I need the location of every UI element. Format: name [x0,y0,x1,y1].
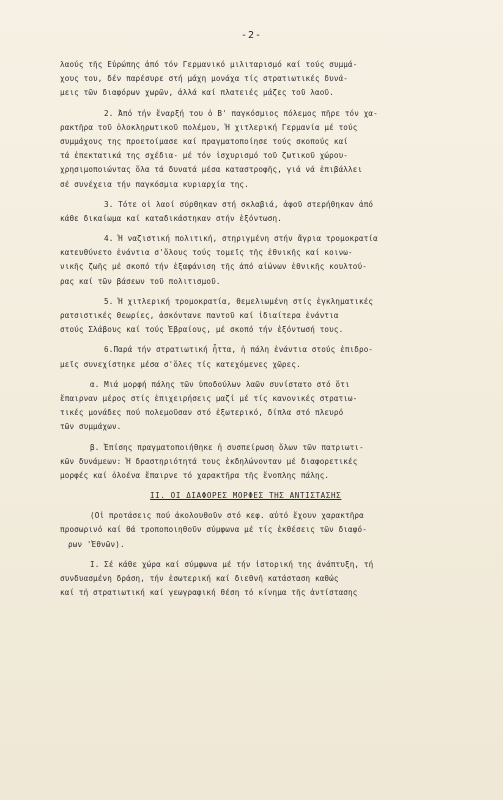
text-line: μεῖς συνεχίστηκε μέσα σ'ὅλες τίς κατεχόμενες χῶρες. [60,359,301,369]
text-line: κατευθύνετο ἐνάντια σ'ὅλους τούς τομεῖς τῆς ἐθνικῆς καί κοινω- [60,248,353,258]
text-line: συνδυασμένη δράση, τήν ἐσωτερική καί διεθνῆ κατάσταση καθώς [60,574,339,583]
document-body [60,58,470,600]
text-line: ρων 'Ἐθνῶν). [68,539,125,549]
text-line: 4. Ἡ ναζιστική πολιτική, στηριγμένη στήν ἄγρια τρομοκρατία [104,234,378,244]
text-line: κάθε δικαίωμα καί καταδικάστηκαν στήν ἐξόντωση. [60,213,282,223]
text-line: 3. Τότε οἱ λαοί σύρθηκαν στή σκλαβιά, ἀφοῦ στερήθηκαν ἀπό [104,199,374,209]
text-line: χους του, δέν παρέσυρε στή μάχη μονάχα τίς στρατιωτικές δυνά- [60,74,349,84]
text-line: α. Μιά μορφή πάλης τῶν ὑποδούλων λαῶν συνίστατο στό ὅτι [90,379,350,389]
text-line: χρησιμοποιώντας ὅλα τά δυνατά μέσα καταστροφῆς, γιά νά ἐπιβάλλει [60,165,363,175]
text-line: I. Σέ κάθε χώρα καί σύμφωνα μέ τήν ἱστορική της ἀνάπτυξη, τή [90,559,374,569]
text-line: ρακτῆρα τοῦ ὁλοκληρωτικοῦ πολέμου, Ἡ χιτλερική Γερμανία μέ τούς [60,122,358,132]
text-line: προσωρινό καί θά τροποποιηθοῦν σύμφωνα μέ τίς ἐκθέσεις τῶν διαφό- [60,525,367,535]
text-line: ρατσιστικές θεωρίες, ἀσκόντανε παντοῦ καί ἰδιαίτερα ἐνάντια [60,311,339,320]
text-line: λαούς τῆς Εὐρώπης ἀπό τόν Γερμανικό μιλιταρισμό καί τούς συμμά- [60,60,358,69]
text-line: συμμάχους της προετοίμασε καί πραγματοποίησε τούς σκοπούς καί [60,136,349,146]
text-line: κῶν δυνάμεων: Ἡ δραστηριότητά τους ἐκδηλώνονταν μέ διαφορετικές [60,456,358,466]
text-line: τῶν συμμάχων. [60,422,122,432]
text-line: ἔπαιρναν μέρος στίς ἐπιχειρήσεις μαζί μέ τίς κανονικές στρατιω- [60,393,358,403]
text-line: β. Ἐπίσης πραγματοποιήθηκε ἡ συσπείρωση ὅλων τῶν πατριωτι- [90,442,364,452]
text-line: 2. Ἀπό τήν ἔναρξή του ὁ Β' παγκόσμιος πόλεμος πῆρε τόν χα- [104,108,378,118]
text-line: καί τή στρατιωτική καί γεωγραφική θέση τό κίνημα τῆς ἀντίστασης [60,588,358,598]
text-line: σέ συνέχεια τήν παγκόσμια κυριαρχία της. [60,179,249,189]
text-line: νικῆς ζωῆς μέ σκοπό τήν ἐξαφάνιση τῆς ἀπό αἰώνων ἐθνικῆς κουλτού- [60,262,367,272]
text-line: μορφές καί ὁλοένα ἔπαιρνε τό χαρακτῆρα τῆς ἔνοπλης πάλης. [60,470,330,480]
text-line: τικές μονάδες πού πολεμοῦσαν στό ἐξωτερικό, δίπλα στό πλευρό [60,408,344,418]
text-line: τά ἐπεκτατικά της σχέδια- μέ τόν ἰσχυρισμό τοῦ ζωτικοῦ χώρου- [60,151,349,161]
text-line: (Οἱ προτάσεις πού ἀκολουθοῦν στό κεφ. αὐτό ἔχουν χαρακτῆρα [90,511,364,521]
text-line: 6.Παρά τήν στρατιωτική ἧττα, ἡ πάλη ἐνάντια στούς ἐπιδρο- [104,345,374,355]
text-line: μεις τῶν διαφόρων χωρῶν, ἀλλά καί πλατειές μάζες τοῦ λαοῦ. [60,88,334,98]
text-line: στούς Σλάβους καί τούς Ἑβραίους, μέ σκοπό τήν ἐξόντωσή τους. [60,325,344,335]
section-heading: II. ΟΙ ΔΙΑΦΟΡΕΣ ΜΟΡΦΕΣ ΤΗΣ ΑΝΤΙΣΤΑΣΗΣ [150,491,342,501]
page-number: -2- [240,30,263,41]
text-line: ρας καί τῶν βάσεων τοῦ πολιτισμοῦ. [60,276,221,286]
text-line: 5. Ἡ χιτλερική τρομοκρατία, θεμελιωμένη στίς ἐγκληματικές [104,296,374,306]
